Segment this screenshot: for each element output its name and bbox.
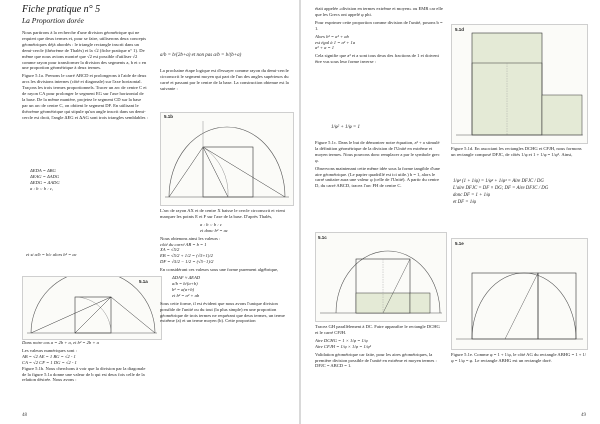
aire-cfjh: Aire CFJH = 1/φ × 1/φ = 1/φ² [315, 343, 372, 349]
chapter-subtitle: La Proportion dorée [22, 16, 84, 25]
golden-top-formula-text: a/b = b/(2b+a) et non pas a/b = b/(b+a) [160, 53, 242, 58]
values-label: Les valeurs numériques sont : [22, 347, 77, 353]
figure-5-1d-tag: 5.1d [455, 27, 465, 32]
figure-5-1b-text: Figure 5.1b. Nous cherchons à voir que la division par la diagonale de la figure 5.1a donne une valeur de b qui est deux fois celle de la relation désirée. Nous avons : [22, 365, 146, 383]
right-col1-mid [315, 140, 443, 228]
figure-5-1c-drawing [316, 233, 446, 321]
figure-5-1b [160, 112, 294, 206]
value-df: DF = √5/2 − 1/2 = (√5−1)/2 [160, 259, 214, 265]
figure-5-1a-text: Figure 5.1a. Prenons le carré ABCD et prolongeons à l'aide de deux arcs les divisions internes (côté et diagonale) sur l'axe horizontal. Traçons les trois termes proportionnels. Tracer un arc de centre C et de rayon CA pour prolonger le segment EG sur l'axe horizontal de la base. De la même manière, projetez le segment CD sur la base par un arc de centre C, on obtient le segment DF. En utilisant le théorème géométrique qui stipule qu'un angle inscrit dans un demi-cercle est droit, l'angle ΔEG et ΔAG sont trois triangles semblables : [22, 73, 148, 120]
algebra-intro: En considérant ces valeurs sous une forme purement algébrique, [160, 267, 279, 273]
figure-5-1e-text: Figure 5.1e. Comme φ = 1 + 1/φ, le côté AG du rectangle ABHG = 1 + 1/φ = 1/φ = φ. Le rectangle ABHG est un rectangle doré. [451, 352, 587, 363]
value-eb: EB = √5/2 + 1/2 = (√5+1)/2 [160, 253, 213, 259]
phi-inverse-formula [331, 124, 431, 131]
left-col1-bottom [22, 340, 148, 410]
d-eq-3: donc DF = 1 + 1/φ [453, 193, 490, 198]
tri-rel-3: ΔEDG = ΔADG [30, 179, 60, 185]
right-page [301, 0, 600, 424]
unique-division-paragraph: Sous cette forme, il est évident que nous avons l'unique division possible de l'unité ou du tout (la plus simple) en une proportion géométrique de trois termes ne requérant que deux termes, un terme extrême (a) et un terme moyen (b). Cette proportion [160, 300, 285, 324]
unit-paragraph: Pour exprimer cette proportion comme division de l'unité, posons b = 1. [315, 19, 443, 31]
ratio-line-2 [26, 252, 138, 260]
tangible-area-paragraph: Observons maintenant cette même idée sous la forme tangible d'une aire géométrique. (Le papier quadrillé est ici utile.) b = 1, alors le carré unitaire aura une valeur φ (celle de l'Unité). A partir du centre D, du carré ABCD, tracez l'arc FH de centre C. [315, 165, 440, 189]
left-page-number: 48 [22, 413, 27, 418]
figure-5-1b-tag: 5.1b [164, 114, 174, 119]
left-col1-top [22, 30, 148, 170]
figure-5-1a [22, 276, 162, 340]
alg-1: ΔDAF ≈ ΔEAD [172, 275, 201, 281]
figure-5-1b-drawing [161, 113, 293, 205]
aire-dchg: Aire DCHG = 1 × 1/φ = 1/φ [315, 337, 368, 343]
right-page-number: 49 [581, 413, 586, 418]
value-side: côté du carré AB = b = 1 [160, 241, 207, 247]
validation-paragraph: Validation géométrique car faite, pour les aires géométriques, la première division possible de l'unité en extrême et moyen termes : DFJC = ABCD = 1. [315, 351, 437, 369]
emr-paragraph: était appelée «division en termes extrême et moyen» ou EMR car elle que les Grecs ont appelé φ phi. [315, 6, 443, 17]
figure-5-1c-tag: 5.1c [318, 235, 327, 240]
d-eq-4: et DF = 1/φ [453, 200, 477, 205]
right-col2-eqs [453, 178, 587, 234]
figure-5-1a-drawing [23, 277, 161, 339]
chapter-title: Fiche pratique n° 5 [22, 4, 101, 15]
parallel-paragraph: Tracez GH parallèlement à DC. Faire apparaître le rectangle DCHG et le carré CFJH. [315, 324, 440, 335]
below-figure-text: Dans notre cas a = 2b + a, et b² = 2b + a [22, 340, 99, 345]
thales-rel-1: a : b :: b : c [200, 221, 222, 227]
values-line-1: AB = √2 AE = 1 BG = √2 - 1 [22, 353, 76, 359]
figure-5-1a-tag: 5.1a [139, 279, 148, 284]
tri-rel-1: ΔEDA = ΔBG [30, 168, 56, 173]
figure-5-1e [451, 238, 588, 350]
alg-4: et b² = a² + ab [172, 292, 200, 298]
ratio-line-2-text: et si a/b = b/c alors b² = ac [26, 252, 77, 257]
left-col2-p1 [160, 68, 290, 106]
d-eq-1: 1/φ² (1 + 1/φ) = 1/φ² + 1/φ³ = Aire DFJC / DG [453, 179, 544, 184]
figure-5-1d [451, 24, 588, 144]
left-page [0, 0, 299, 424]
intro-paragraph: Nous partirons à la recherche d'une division géométrique qui ne requiert que deux termes et, pour se faire, utiliserons deux concepts géométriques déjà abordés : le triangle rectangle inscrit dans un demi-cercle (théorème de Thalès) et la √2 (fiche pratique n° 1). De même que nous avions montré que √2 est possible d'utiliser √2 comme rayon pour transformer la division des segments a, b et c en une proportion géométrique à deux termes. [22, 30, 147, 71]
eq-1: Alors b² = a² + ab [315, 33, 349, 39]
values-line-2: CA = √2 CF = 1 DG = √2 - 1 [22, 359, 77, 365]
figure-5-1d-text: Figure 5.1d. En associant les rectangles DCHG et CFJH, nous formons un rectangle composé DFJC, de côtés 1/φ et 1 + 1/φ = 1/φ². Ainsi, [451, 146, 582, 157]
tri-rel-2: ΔEAG = ΔADG [30, 173, 60, 179]
d-eq-2: L'aire DFJC = DF × DG; DF = Aire DFJC / DG [453, 186, 549, 191]
phi-inverse-formula-text: 1/φ² + 1/φ = 1 [331, 125, 361, 130]
figure-5-1d-drawing [452, 25, 587, 143]
right-col2-bottom [451, 352, 587, 402]
arc-caption: L'arc de rayon AX et de centre X baisse le cercle circonscrit et vient marquer les points E et F sur l'axe de la base. D'après Thalès, [160, 208, 285, 219]
right-col1-top [315, 6, 443, 106]
figure-5-1e-drawing [452, 239, 587, 349]
fractions-paragraph: Cela signifie que a² et a sont tous deux des fractions de 1 et doivent être vus sous leur forme inverse : [315, 53, 439, 65]
next-step-paragraph: La prochaine étape logique est d'essayer comme rayon du demi-cercle circonscrit le segment moyen qui part de l'un des angles supérieurs du carré et passant par le centre de la base. La construction obtenue est la suivante : [160, 68, 289, 91]
eq-3: a² + a = 1 [315, 45, 335, 51]
right-col1-bottom [315, 324, 443, 404]
golden-top-formula [160, 52, 290, 59]
figure-5-1c [315, 232, 447, 322]
left-col2-bottom [160, 208, 290, 398]
thales-rel-2: et donc b² = ac [200, 227, 228, 233]
figure-5-1e-tag: 5.1e [455, 241, 464, 246]
alg-2: a/b = b/(a+b) [172, 280, 198, 286]
value-xa: XA = √5/2 [160, 247, 180, 253]
alg-3: b² = a(a+b) [172, 286, 195, 292]
figure-5-1c-text: Figure 5.1c. Dans le but de démontrer notre équation, a² + a stimulé la définition géométrique de la division de l'Unité en extrême et moyen termes. Nous pouvons donc remplacer a par le symbole grec φ. [315, 140, 440, 163]
eq-2: est égal à 1 = a² + 1a [315, 39, 356, 45]
values-intro: Nous obtenons ainsi les valeurs : [160, 235, 221, 241]
ratio-line: a : b :: b : c, [30, 185, 54, 191]
triangle-relations [30, 168, 140, 202]
